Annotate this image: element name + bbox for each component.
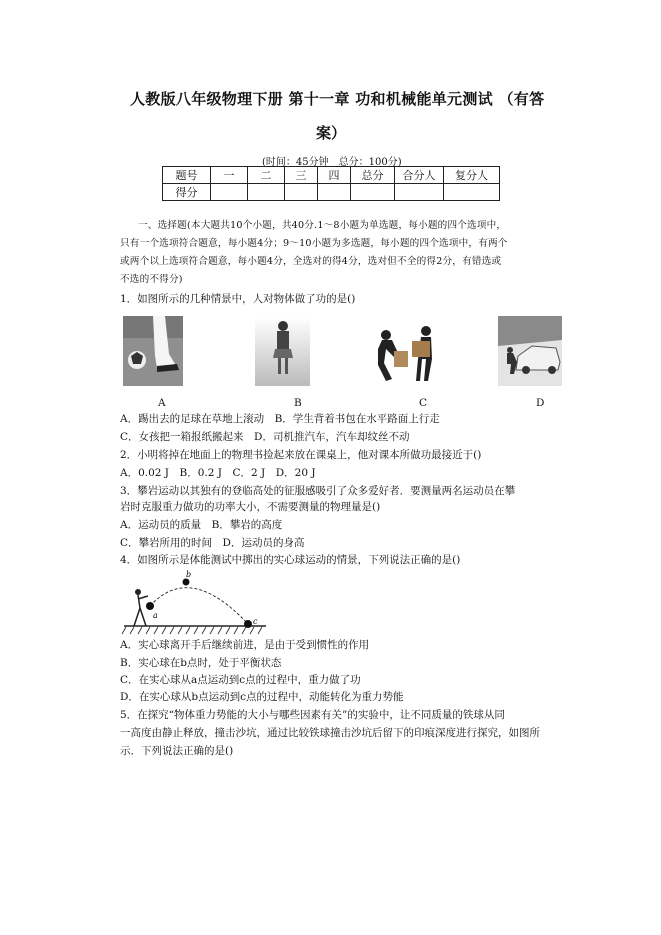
question-5-stem-line: 示．下列说法正确的是() xyxy=(120,745,234,757)
table-cell: 二 xyxy=(248,167,285,184)
q4-option: C．在实心球从a点运动到c点的过程中，重力做了功 xyxy=(120,674,361,686)
question-5-stem-line: 一高度由静止释放，撞击沙坑，通过比较铁球撞击沙坑后留下的印痕深度进行探究，如图所 xyxy=(120,727,540,739)
question-4-stem: 4．如图所示是体能测试中掷出的实心球运动的情景，下列说法正确的是() xyxy=(120,554,461,566)
table-cell: 合分人 xyxy=(395,167,444,184)
label-c: c xyxy=(253,617,258,626)
q4-option: B．实心球在b点时，处于平衡状态 xyxy=(120,657,282,669)
section-intro-line: 或两个以上选项符合题意，每小题4分，全选对的得4分，选对但不全的得2分，有错选或 xyxy=(120,256,502,267)
ball-point-b xyxy=(183,579,190,586)
score-table-score-row xyxy=(163,184,500,201)
table-cell: 四 xyxy=(318,167,351,184)
table-cell: 得分 xyxy=(163,184,211,201)
q1-options-line: A．踢出去的足球在草地上滚动 B．学生背着书包在水平路面上行走 xyxy=(120,413,440,425)
table-cell[interactable] xyxy=(285,184,318,201)
q3-options-line: C．攀岩所用的时间 D．运动员的身高 xyxy=(120,537,305,549)
score-table xyxy=(162,166,500,201)
table-cell[interactable] xyxy=(248,184,285,201)
table-cell: 总分 xyxy=(351,167,395,184)
q1-options-line: C．女孩把一箱报纸搬起来 D．司机推汽车，汽车却纹丝不动 xyxy=(120,431,410,443)
table-cell[interactable] xyxy=(318,184,351,201)
table-cell: 题号 xyxy=(163,167,211,184)
q4-option: D．在实心球从b点运动到c点的过程中，动能转化为重力势能 xyxy=(120,691,404,703)
label-a: a xyxy=(153,611,158,620)
q1-image-d-pushing-car xyxy=(498,316,562,386)
section-intro-line: 一、选择题(本大题共10个小题，共40分.1～8小题为单选题，每小题的四个选项中， xyxy=(138,220,507,231)
ball-point-a xyxy=(146,602,154,610)
q1-image-label-c: C xyxy=(419,397,428,409)
q1-image-c-carrying-box xyxy=(372,323,444,383)
document-title-line1: 人教版八年级物理下册 第十一章 功和机械能单元测试 （有答 xyxy=(130,90,545,108)
question-3-stem-line: 岩时克服重力做功的功率大小，不需要测量的物理量是() xyxy=(120,501,381,513)
section-intro-line: 不选的不得分) xyxy=(120,274,183,285)
question-1-stem: 1．如图所示的几种情景中，人对物体做了功的是() xyxy=(120,293,356,305)
exam-meta: (时间：45分钟 总分：100分) xyxy=(262,157,402,168)
question-2-stem: 2．小明将掉在地面上的物理书捡起来放在课桌上，他对课本所做功最接近于() xyxy=(120,449,482,461)
question-3-stem-line: 3．攀岩运动以其独有的登临高处的征服感吸引了众多爱好者．要测量两名运动员在攀 xyxy=(120,485,516,497)
document-title-line2: 案） xyxy=(316,124,347,142)
table-cell[interactable] xyxy=(444,184,500,201)
q1-image-b-student xyxy=(255,318,310,386)
label-b: b xyxy=(186,570,192,579)
table-cell[interactable] xyxy=(351,184,395,201)
table-cell: 三 xyxy=(285,167,318,184)
table-cell[interactable] xyxy=(395,184,444,201)
q1-image-a-football xyxy=(123,316,183,386)
q3-options-line: A．运动员的质量 B．攀岩的高度 xyxy=(120,519,283,531)
table-cell: 一 xyxy=(211,167,248,184)
section-intro-line: 只有一个选项符合题意，每小题4分；9～10小题为多选题，每小题的四个选项中，有两个 xyxy=(120,238,508,249)
table-cell[interactable] xyxy=(211,184,248,201)
table-cell: 复分人 xyxy=(444,167,500,184)
q1-image-label-d: D xyxy=(536,397,545,409)
score-table-header-row xyxy=(163,167,500,184)
q4-option: A．实心球离开手后继续前进，是由于受到惯性的作用 xyxy=(120,639,370,651)
q1-image-label-a: A xyxy=(158,397,166,409)
q1-image-label-b: B xyxy=(294,397,302,409)
ball-point-c xyxy=(244,620,252,628)
question-5-stem-line: 5．在探究“物体重力势能的大小与哪些因素有关”的实验中，让不同质量的铁球从同 xyxy=(120,709,505,721)
q2-options: A．0.02 J B．0.2 J C．2 J D．20 J xyxy=(120,467,316,479)
q4-trajectory-figure xyxy=(120,570,270,636)
